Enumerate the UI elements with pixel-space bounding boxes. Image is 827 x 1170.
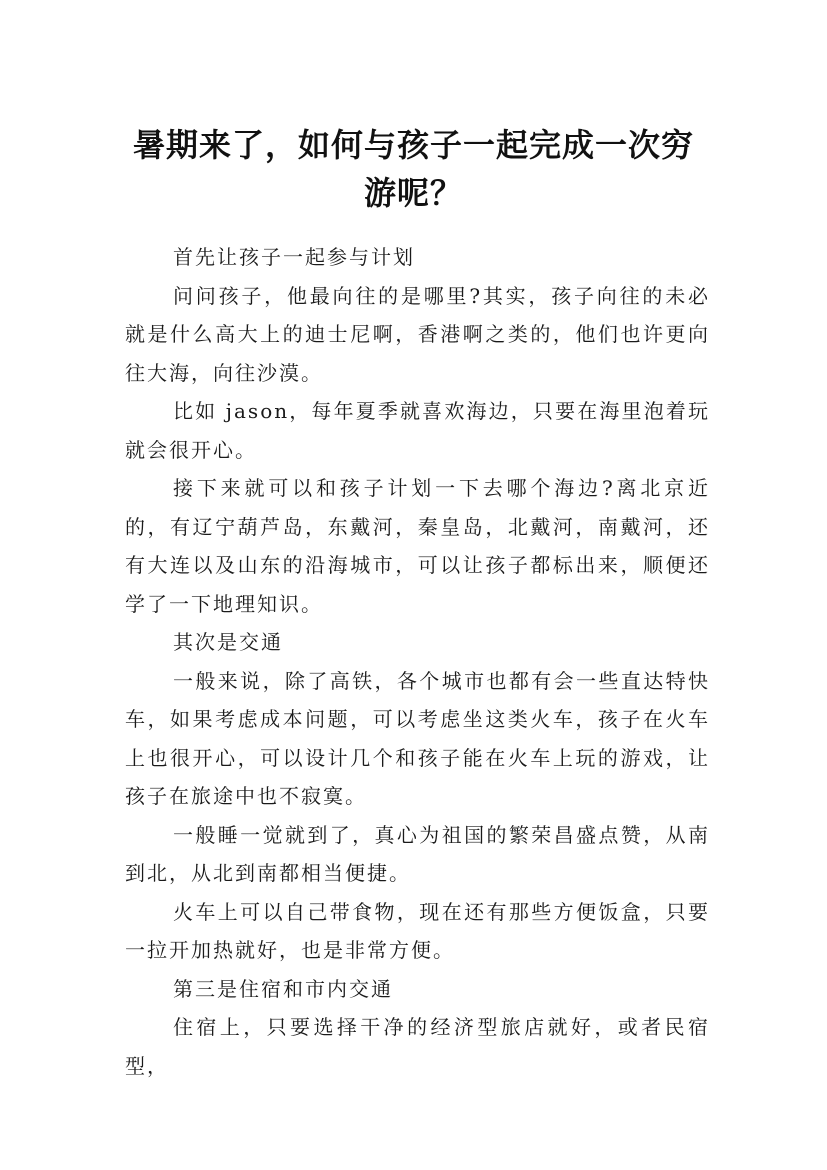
paragraph: 一般来说，除了高铁，各个城市也都有会一些直达特快车，如果考虑成本问题，可以考虑坐这类火车，孩子在火车上也很开心，可以设计几个和孩子能在火车上玩的游戏，让孩子在旅途中也不寂寞。	[125, 668, 710, 808]
paragraph: 问问孩子，他最向往的是哪里?其实，孩子向往的未必就是什么高大上的迪士尼啊，香港啊之类的，他们也许更向往大海，向往沙漠。	[125, 283, 710, 385]
paragraph: 一般睡一觉就到了，真心为祖国的繁荣昌盛点赞，从南到北，从北到南都相当便捷。	[125, 822, 710, 885]
section-heading-lodging: 第三是住宿和市内交通	[173, 976, 393, 1001]
paragraph: 比如 jason，每年夏季就喜欢海边，只要在海里泡着玩就会很开心。	[125, 399, 710, 462]
paragraph: 住宿上，只要选择干净的经济型旅店就好，或者民宿型，	[125, 1015, 710, 1078]
paragraph: 接下来就可以和孩子计划一下去哪个海边?离北京近的，有辽宁葫芦岛，东戴河，秦皇岛，北戴河，南戴河，还有大连以及山东的沿海城市，可以让孩子都标出来，顺便还学了一下地理知识。	[125, 476, 710, 616]
paragraph: 火车上可以自己带食物，现在还有那些方便饭盒，只要一拉开加热就好，也是非常方便。	[125, 899, 710, 962]
section-heading-transport: 其次是交通	[173, 630, 283, 654]
document-body	[125, 238, 710, 1085]
document-title: 暑期来了，如何与孩子一起完成一次穷游呢？	[132, 126, 694, 213]
section-heading-planning: 首先让孩子一起参与计划	[173, 245, 415, 269]
